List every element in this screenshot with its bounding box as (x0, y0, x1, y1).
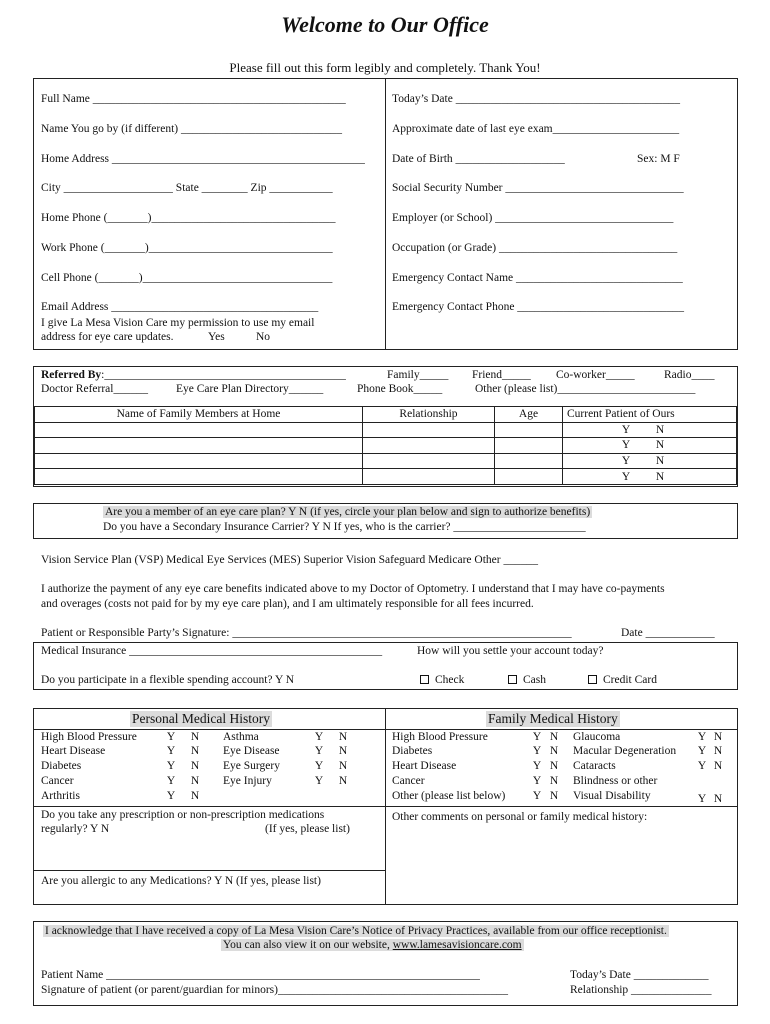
yes-no-option[interactable]: Y N (166, 775, 200, 787)
yes-no-option[interactable]: Y N (532, 775, 559, 787)
current-patient-cell[interactable]: Y N (563, 422, 737, 438)
yes-no-option[interactable]: Y N (166, 790, 200, 802)
table-row (35, 469, 737, 485)
employer-field[interactable]: Employer (or School) _______________________________ (392, 212, 674, 224)
referral-doctor[interactable]: Doctor Referral______ (41, 383, 148, 395)
referral-radio[interactable]: Radio____ (664, 369, 715, 381)
allergy-divider (34, 870, 385, 871)
yes-no-option[interactable]: Y N (532, 745, 559, 757)
column-header: Name of Family Members at Home (35, 407, 363, 423)
condition-label: Eye Disease (223, 745, 280, 757)
column-header: Relationship (363, 407, 495, 423)
fsa-question[interactable]: Do you participate in a flexible spending account? Y N (41, 674, 295, 686)
referral-directory[interactable]: Eye Care Plan Directory______ (176, 383, 324, 395)
emergency-name-field[interactable]: Emergency Contact Name _____________________________ (392, 272, 683, 284)
pay-check-option[interactable]: Check (420, 674, 464, 686)
relationship-cell[interactable] (363, 453, 495, 469)
condition-label: Asthma (223, 731, 259, 743)
condition-label: High Blood Pressure (392, 731, 488, 743)
yes-no-option[interactable]: Y N (532, 760, 559, 772)
medical-insurance-field[interactable]: Medical Insurance ____________________________________________ (41, 645, 383, 657)
yes-no-option[interactable]: Y N (166, 745, 200, 757)
cell-phone-field[interactable]: Cell Phone (_______)_________________________________ (41, 272, 333, 284)
full-name-field[interactable]: Full Name ____________________________________________ (41, 93, 346, 105)
pay-cash-option[interactable]: Cash (508, 674, 546, 686)
relationship-cell[interactable] (363, 469, 495, 485)
age-cell[interactable] (495, 453, 563, 469)
email-permission-text-2: address for eye care updates. (41, 331, 174, 343)
medical-history-header-line (34, 729, 737, 730)
work-phone-field[interactable]: Work Phone (_______)________________________________ (41, 242, 333, 254)
comments-divider (385, 806, 737, 807)
prescription-question: Do you take any prescription or non-prescription medications (41, 809, 325, 821)
condition-label: Diabetes (392, 745, 433, 757)
personal-history-title: Personal Medical History (132, 711, 270, 726)
page-title: Welcome to Our Office (281, 12, 489, 37)
condition-label: Heart Disease (392, 760, 457, 772)
condition-label: Other (please list below) (392, 790, 506, 802)
yes-no-option[interactable]: Y N (166, 731, 200, 743)
family-history-title: Family Medical History (488, 711, 618, 726)
patient-signature-field[interactable]: Signature of patient (or parent/guardian for minors)________________________________________ (41, 984, 508, 996)
condition-label: Cancer (392, 775, 425, 787)
privacy-date-field[interactable]: Today’s Date _____________ (570, 969, 709, 981)
settle-account-question: How will you settle your account today? (417, 645, 604, 657)
checkbox-icon (508, 675, 517, 684)
condition-label: Diabetes (41, 760, 82, 772)
condition-label: Eye Surgery (223, 760, 280, 772)
yes-no-option[interactable]: Y N (697, 760, 723, 772)
current-patient-cell[interactable]: Y N (563, 469, 737, 485)
sex-field[interactable]: Sex: M F (637, 153, 680, 165)
email-permission-text: I give La Mesa Vision Care my permission to use my email (41, 317, 315, 329)
yes-no-option[interactable]: Y N (697, 793, 723, 805)
age-cell[interactable] (495, 469, 563, 485)
home-phone-field[interactable]: Home Phone (_______)________________________________ (41, 212, 336, 224)
referral-friend[interactable]: Friend_____ (472, 369, 531, 381)
table-header-row (35, 407, 737, 423)
table-row (35, 453, 737, 469)
table-row (35, 422, 737, 438)
allergy-question[interactable]: Are you allergic to any Medications? Y N (If yes, please list) (41, 875, 321, 887)
secondary-insurance-question[interactable]: Do you have a Secondary Insurance Carrier? Y N If yes, who is the carrier? _______________________ (103, 521, 586, 533)
name-go-by-field[interactable]: Name You go by (if different) ____________________________ (41, 123, 342, 135)
authorization-text: I authorize the payment of any eye care benefits indicated above to my Doctor of Optometry. I understand that I may have co-payments (41, 583, 665, 595)
pay-credit-option[interactable]: Credit Card (588, 674, 657, 686)
condition-label: Blindness or other (573, 775, 658, 787)
age-cell[interactable] (495, 438, 563, 454)
patient-info-divider (385, 79, 386, 349)
current-patient-cell[interactable]: Y N (563, 438, 737, 454)
yes-no-option[interactable]: Y N (532, 731, 559, 743)
condition-label: Cataracts (573, 760, 616, 772)
family-members-table (34, 406, 737, 485)
age-cell[interactable] (495, 422, 563, 438)
yes-no-option[interactable]: Y N (314, 775, 348, 787)
current-patient-cell[interactable]: Y N (563, 453, 737, 469)
website-link[interactable]: www.lamesavisioncare.com (392, 939, 522, 951)
responsible-party-signature[interactable]: Patient or Responsible Party’s Signature: ___________________________________________________________ (41, 627, 572, 639)
eye-care-plan-question[interactable]: Are you a member of an eye care plan? Y N (if yes, circle your plan below and sign to authorize benefits) (105, 506, 591, 518)
signature-date[interactable]: Date ____________ (621, 627, 715, 639)
other-comments-field[interactable]: Other comments on personal or family medical history: (392, 811, 648, 823)
column-header: Age (495, 407, 563, 423)
condition-label: Macular Degeneration (573, 745, 677, 757)
condition-label: Eye Injury (223, 775, 272, 787)
prescription-note: (If yes, please list) (265, 823, 350, 835)
referred-by-field[interactable]: Referred By:__________________________________________ (41, 369, 346, 381)
condition-label: Visual Disability (573, 790, 651, 802)
occupation-field[interactable]: Occupation (or Grade) _______________________________ (392, 242, 678, 254)
condition-label: Heart Disease (41, 745, 106, 757)
yes-no-option[interactable]: Y N (532, 790, 559, 802)
emergency-phone-field[interactable]: Emergency Contact Phone _____________________________ (392, 301, 685, 313)
patient-name-field[interactable]: Patient Name _________________________________________________________________ (41, 969, 480, 981)
condition-label: Glaucoma (573, 731, 621, 743)
referral-other[interactable]: Other (please list)________________________ (475, 383, 696, 395)
checkbox-icon (588, 675, 597, 684)
privacy-acknowledgement: I acknowledge that I have received a copy of La Mesa Vision Care’s Notice of Privacy Practices, available from our office receptionist. (45, 925, 667, 937)
yes-no-option[interactable]: Y N (314, 760, 348, 772)
relationship-cell[interactable] (363, 422, 495, 438)
todays-date-field[interactable]: Today’s Date _______________________________________ (392, 93, 680, 105)
referral-coworker[interactable]: Co-worker_____ (556, 369, 635, 381)
family-name-cell[interactable] (35, 438, 363, 454)
vision-plans-list[interactable]: Vision Service Plan (VSP) Medical Eye Services (MES) Superior Vision Safeguard Medicare Other ______ (41, 554, 538, 566)
ssn-field[interactable]: Social Security Number _______________________________ (392, 182, 684, 194)
authorization-text-2: and overages (costs not paid for by my eye care plan), and I am ultimately responsible for all fees incurred. (41, 598, 534, 610)
condition-label: Arthritis (41, 790, 80, 802)
condition-label: High Blood Pressure (41, 731, 137, 743)
yes-no-option[interactable]: Y N (314, 731, 348, 743)
referral-family[interactable]: Family_____ (387, 369, 449, 381)
prescription-divider (34, 806, 385, 807)
yes-no-option[interactable]: Y N (314, 745, 348, 757)
home-address-field[interactable]: Home Address ____________________________________________ (41, 153, 365, 165)
yes-no-option[interactable]: Y N (697, 745, 723, 757)
last-exam-field[interactable]: Approximate date of last eye exam______________________ (392, 123, 680, 135)
page-subtitle: Please fill out this form legibly and completely. Thank You! (229, 60, 541, 75)
column-header: Current Patient of Ours (563, 407, 737, 423)
yes-no-option[interactable]: Y N (697, 731, 723, 743)
privacy-website-line: You can also view it on our website, www.lamesavisioncare.com (223, 939, 522, 951)
checkbox-icon (420, 675, 429, 684)
family-name-cell[interactable] (35, 453, 363, 469)
city-state-zip-field[interactable]: City ___________________ State ________ Zip ___________ (41, 182, 333, 194)
email-field[interactable]: Email Address ____________________________________ (41, 301, 319, 313)
referral-phone-book[interactable]: Phone Book_____ (357, 383, 443, 395)
table-row (35, 438, 737, 454)
relationship-cell[interactable] (363, 438, 495, 454)
family-name-cell[interactable] (35, 469, 363, 485)
relationship-field[interactable]: Relationship ______________ (570, 984, 712, 996)
yes-no-option[interactable]: Y N (166, 760, 200, 772)
family-name-cell[interactable] (35, 422, 363, 438)
dob-field[interactable]: Date of Birth ___________________ (392, 153, 565, 165)
email-permission-yes[interactable]: Yes (208, 331, 225, 343)
prescription-yes-no[interactable]: regularly? Y N (41, 823, 110, 835)
condition-label: Cancer (41, 775, 74, 787)
email-permission-no[interactable]: No (256, 331, 271, 343)
